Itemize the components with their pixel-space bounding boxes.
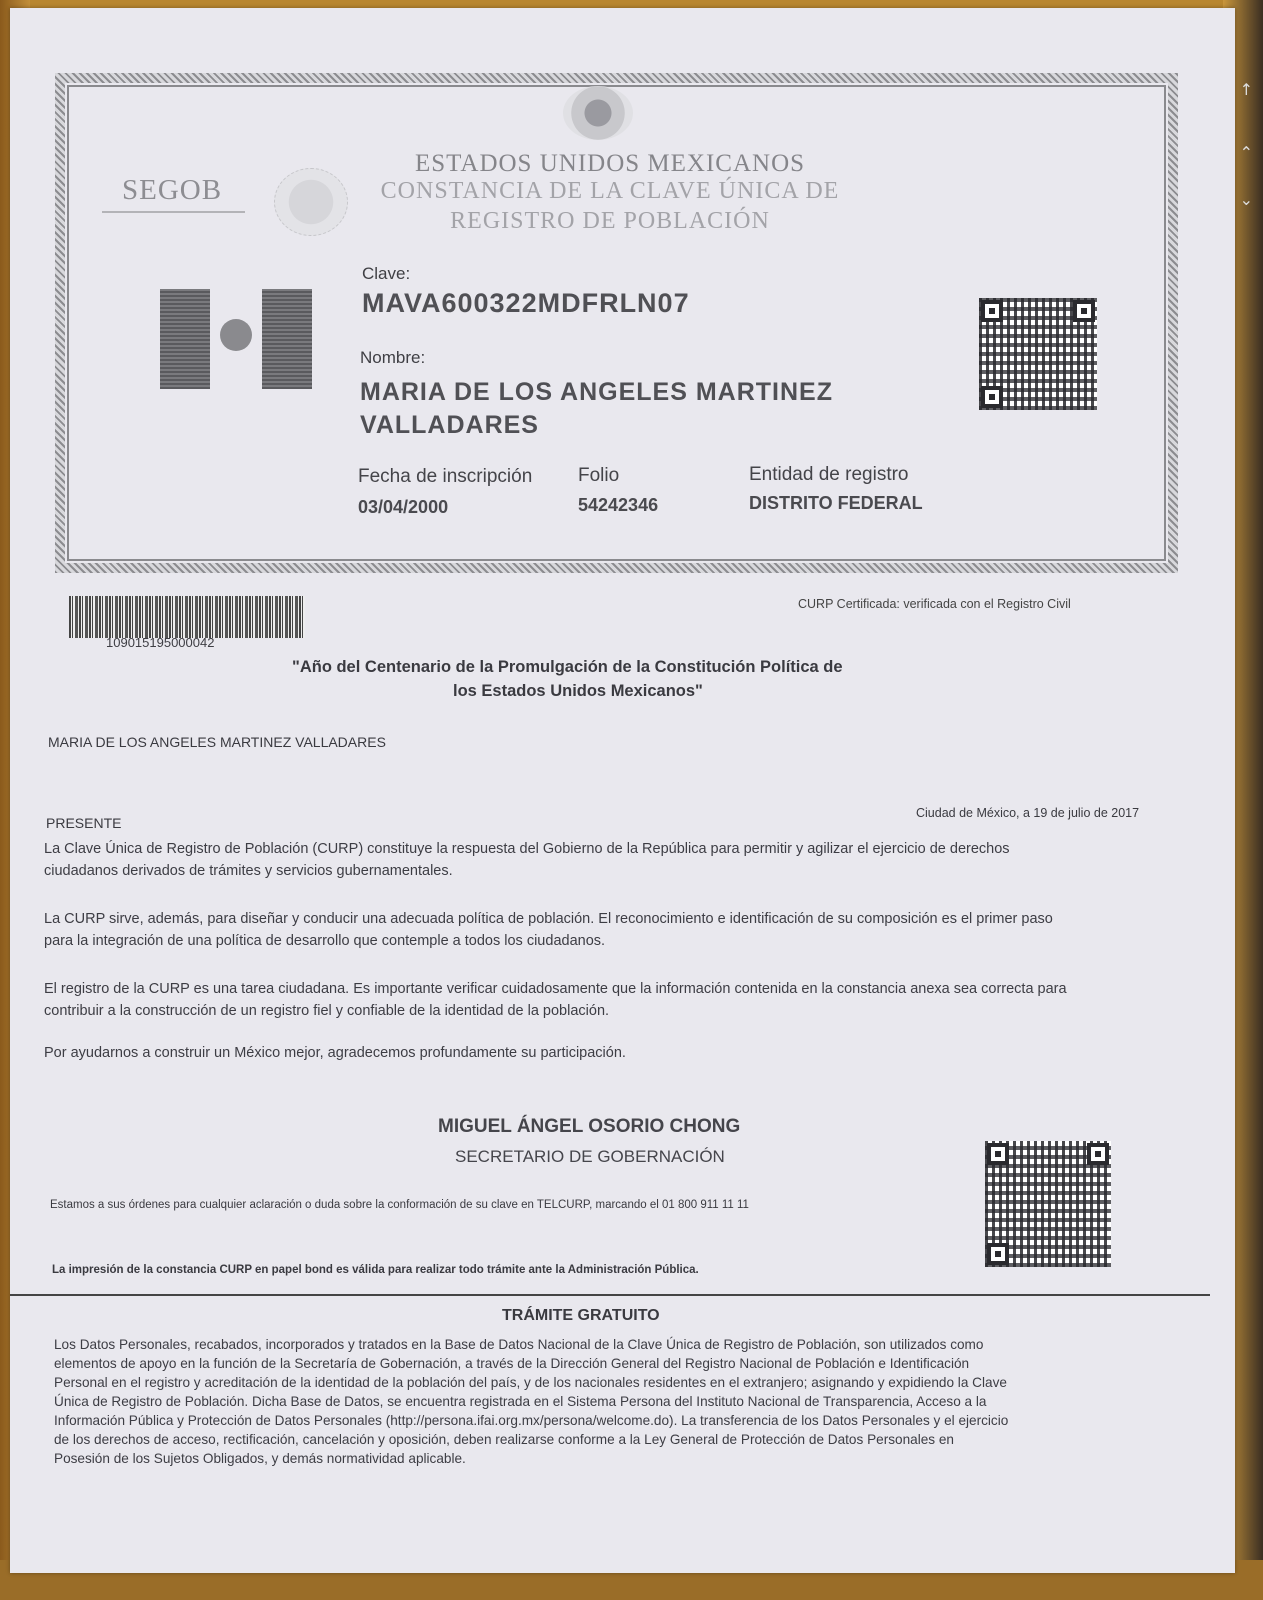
paragraph-1: La Clave Única de Registro de Población (CURP) constituye la respuesta del Gobierno de la República para permitir y agilizar el ejercicio de derechos ciudadanos derivados de trámites y servicios gubernamentales. [44, 841, 1010, 879]
footer-divider [10, 1294, 1210, 1296]
folio-value: 54242346 [578, 495, 659, 515]
segob-underline [102, 211, 245, 213]
clave-label: Clave: [362, 264, 411, 283]
title-line-3: REGISTRO DE POBLACIÓN [450, 208, 770, 234]
telcurp-note: Estamos a sus órdenes para cualquier aclaración o duda sobre la conformación de su clave en TELCURP, marcando el 01 800 911 11 11 [50, 1199, 749, 1211]
fecha-label: Fecha de inscripción [358, 466, 533, 487]
footer-heading: TRÁMITE GRATUITO [502, 1307, 660, 1324]
year-motto-line-2: los Estados Unidos Mexicanos" [453, 682, 703, 700]
segob-logo: SEGOB [122, 174, 223, 206]
nombre-line-1: MARIA DE LOS ANGELES MARTINEZ [360, 378, 833, 406]
arrow-up-icon: ↑ [1239, 80, 1253, 99]
title-line-2: CONSTANCIA DE LA CLAVE ÚNICA DE [380, 178, 840, 204]
barcode-number: 109015195000042 [106, 635, 215, 650]
paragraph-4: Por ayudarnos a construir un México mejor, agradecemos profundamente su participación. [44, 1045, 626, 1061]
title-line-1: ESTADOS UNIDOS MEXICANOS [414, 150, 806, 177]
signer-name: MIGUEL ÁNGEL OSORIO CHONG [438, 1116, 741, 1137]
barcode-icon [69, 596, 305, 638]
letter-date: Ciudad de México, a 19 de julio de 2017 [916, 806, 1140, 820]
chevron-down-icon: ⌄ [1239, 190, 1253, 209]
seal-icon [563, 86, 633, 140]
chevron-up-icon: ⌃ [1239, 143, 1253, 162]
qr-code-icon [979, 298, 1097, 410]
document-page [10, 8, 1235, 1573]
folio-label: Folio [578, 465, 620, 486]
validity-note: La impresión de la constancia CURP en papel bond es válida para realizar todo trámite ante la Administración Pública. [52, 1264, 699, 1276]
entidad-label: Entidad de registro [749, 464, 909, 485]
certified-note: CURP Certificada: verificada con el Registro Civil [798, 597, 1071, 611]
clave-value: MAVA600322MDFRLN07 [362, 288, 690, 318]
year-motto-line-1: "Año del Centenario de la Promulgación de la Constitución Política de [292, 658, 843, 676]
flag-icon [160, 289, 312, 389]
fecha-value: 03/04/2000 [358, 497, 449, 517]
recipient-name: MARIA DE LOS ANGELES MARTINEZ VALLADARES [48, 734, 386, 750]
nombre-label: Nombre: [360, 348, 426, 367]
qr-code-icon [985, 1141, 1111, 1267]
entidad-value: DISTRITO FEDERAL [749, 493, 923, 513]
paragraph-3: El registro de la CURP es una tarea ciudadana. Es importante verificar cuidadosamente que la información contenida en la constancia anexa sea correcta para contribuir a la construcción de un registro fiel y confiable de la identidad de la población. [44, 981, 1067, 1019]
paragraph-2: La CURP sirve, además, para diseñar y conducir una adecuada política de población. El reconocimiento e identificación de su composición es el primer paso para la integración de una política de desarrollo que contemple a todos los ciudadanos. [44, 911, 1053, 949]
signer-title: SECRETARIO DE GOBERNACIÓN [455, 1147, 725, 1166]
footer-privacy-text: Los Datos Personales, recabados, incorporados y tratados en la Base de Datos Nacional de la Clave Única de Registro de Población, son utilizados como elementos de apoyo en la función de la Secretaría de Gobernación, a través de la Dirección General del Registro Nacional de Población e Identificación Personal en el registro y acreditación de la identidad de la población del país, y de los nacionales residentes en el extranjero; asignando y expidiendo la Clave Única de Registro de Población. Dicha Base de Datos, se encuentra registrada en el Sistema Persona del Instituto Nacional de Transparencia, Acceso a la Información Pública y Protección de Datos Personales (http://persona.ifai.org.mx/persona/welcome.do). La transferencia de los Datos Personales y el ejercicio de los derechos de acceso, rectificación, cancelación y oposición, deben realizarse conforme a la Ley General de Protección de Datos Personales en Posesión de los Sujetos Obligados, y demás normatividad aplicable. [54, 1337, 1009, 1466]
nombre-line-2: VALLADARES [360, 411, 539, 439]
presente-label: PRESENTE [46, 815, 122, 831]
eagle-icon [274, 168, 348, 236]
